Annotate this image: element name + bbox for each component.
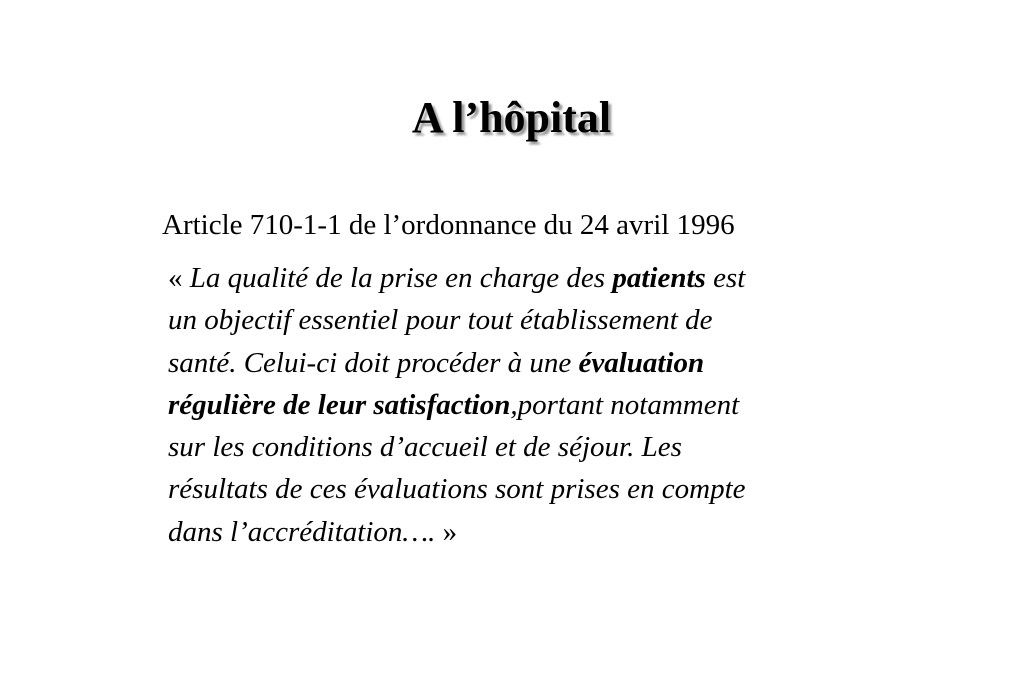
quote-text: ,portant notamment xyxy=(510,388,740,421)
quote-line-5: sur les conditions d’accueil et de séjour. Les xyxy=(168,431,682,464)
quote-line-6: résultats de ces évaluations sont prises en compte xyxy=(168,473,746,506)
quote-open-mark: « xyxy=(168,262,190,294)
quote-close-mark: » xyxy=(442,515,458,548)
quote-line-7 xyxy=(168,511,888,553)
quote-text: est xyxy=(705,262,746,294)
quote-block xyxy=(168,257,888,553)
quote-line-3 xyxy=(168,342,888,384)
quote-line-1 xyxy=(168,257,888,299)
slide-title: A l’hôpital xyxy=(411,93,612,142)
quote-emphasis: évaluation xyxy=(578,346,705,379)
quote-text: La qualité de la prise en charge des xyxy=(189,262,613,294)
quote-emphasis: régulière de leur satisfaction xyxy=(168,388,511,421)
quote-line-2: un objectif essentiel pour tout établissement de xyxy=(168,304,713,337)
quote-text: dans l’accréditation…. xyxy=(168,515,443,548)
article-reference: Article 710-1-1 de l’ordonnance du 24 avril 1996 xyxy=(162,209,735,241)
quote-emphasis: patients xyxy=(612,262,706,294)
quote-line-4 xyxy=(168,384,888,426)
quote-text: santé. Celui-ci doit procéder à une xyxy=(168,346,579,379)
